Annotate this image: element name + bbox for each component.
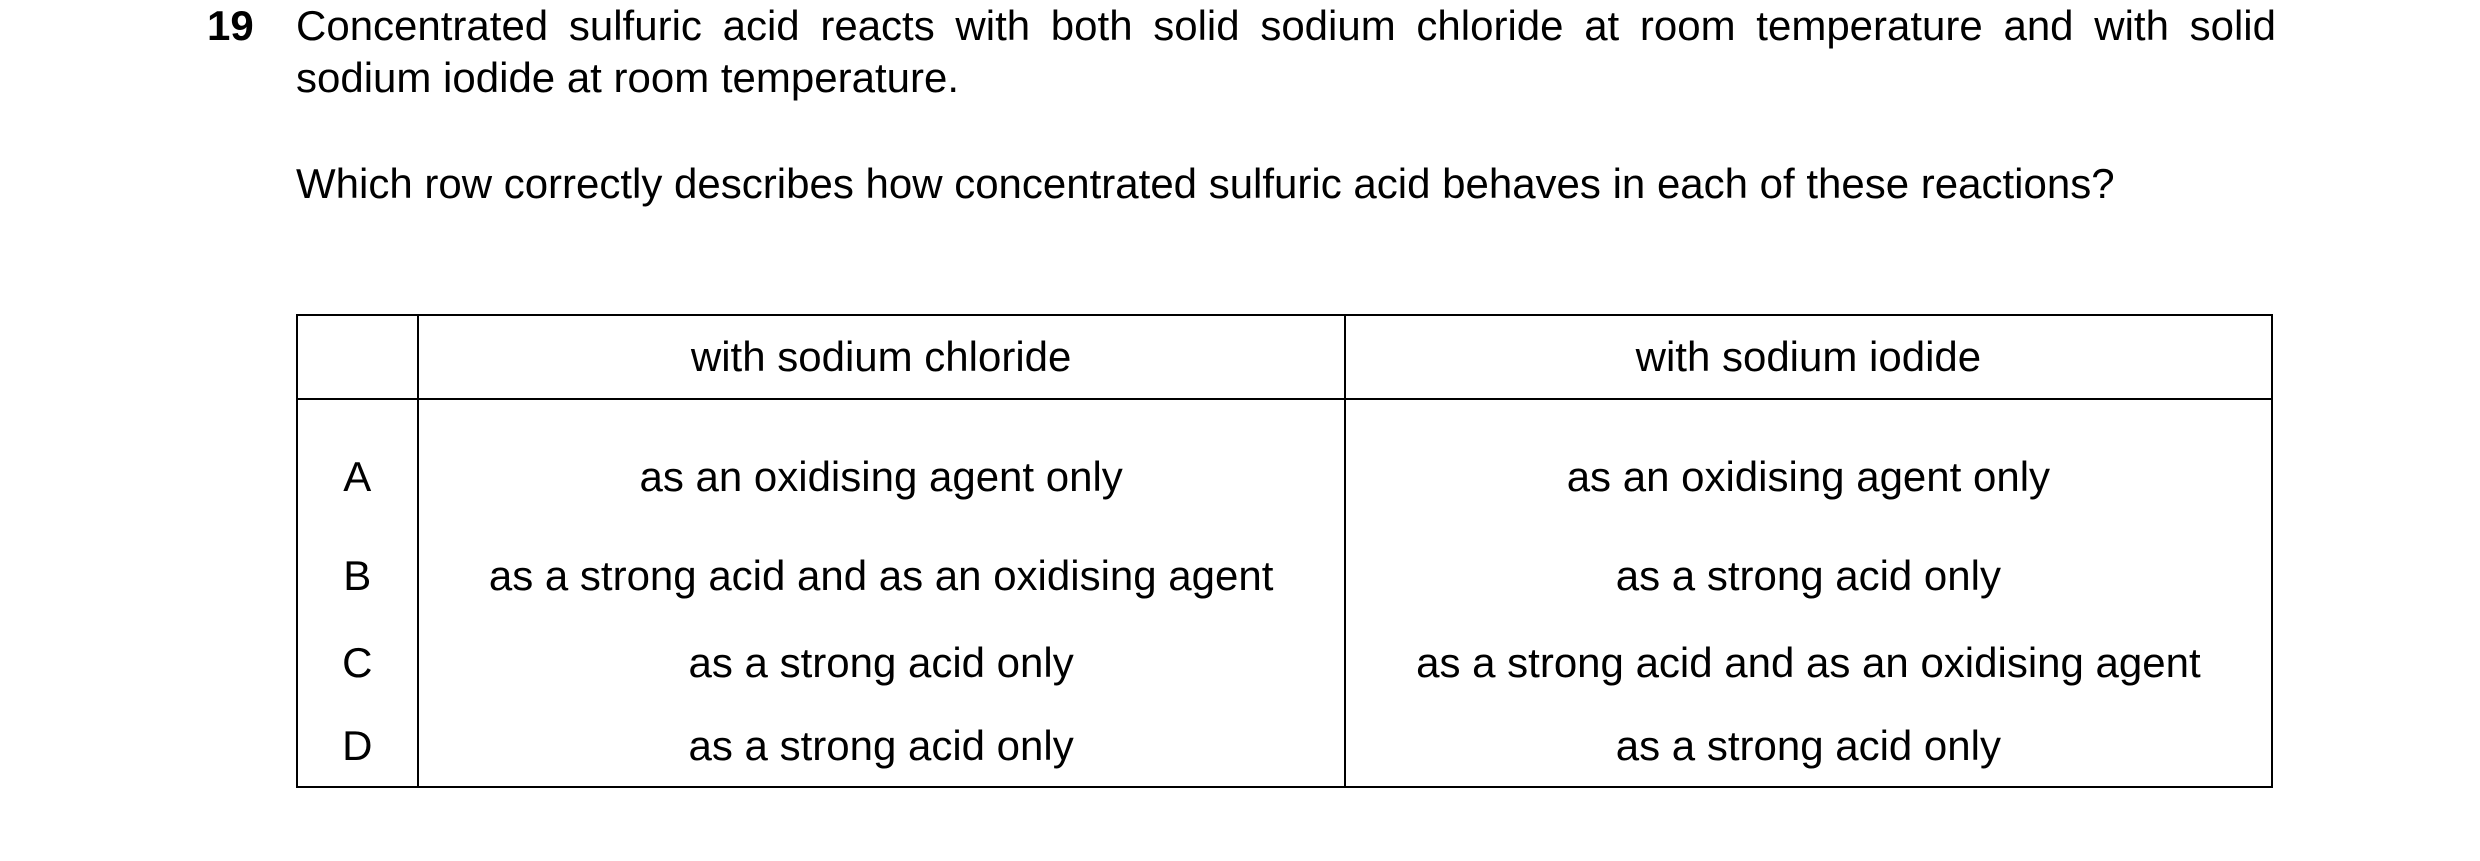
chloride-cell: as a strong acid only — [418, 706, 1345, 787]
option-letter: B — [297, 532, 418, 619]
table-row-a — [297, 399, 2272, 532]
iodide-cell: as a strong acid only — [1345, 532, 2272, 619]
table-row-d — [297, 706, 2272, 787]
chloride-cell: as a strong acid and as an oxidising agent — [418, 532, 1345, 619]
iodide-cell: as a strong acid only — [1345, 706, 2272, 787]
header-cell-iodide: with sodium iodide — [1345, 315, 2272, 399]
chloride-cell: as an oxidising agent only — [418, 399, 1345, 532]
question-number: 19 — [207, 2, 254, 49]
iodide-cell: as a strong acid and as an oxidising agent — [1345, 619, 2272, 706]
header-cell-blank — [297, 315, 418, 399]
answer-table — [296, 314, 2273, 788]
question-stem: Concentrated sulfuric acid reacts with both solid sodium chloride at room temperature and with solid sodium iodide at room temperature. — [296, 2, 2276, 101]
option-letter: A — [297, 399, 418, 532]
header-cell-chloride: with sodium chloride — [418, 315, 1345, 399]
table-header-row — [297, 315, 2272, 399]
question-prompt: Which row correctly describes how concentrated sulfuric acid behaves in each of these reactions? — [296, 160, 2115, 207]
iodide-cell: as an oxidising agent only — [1345, 399, 2272, 532]
table-row-b — [297, 532, 2272, 619]
chloride-cell: as a strong acid only — [418, 619, 1345, 706]
table-row-c — [297, 619, 2272, 706]
option-letter: C — [297, 619, 418, 706]
option-letter: D — [297, 706, 418, 787]
